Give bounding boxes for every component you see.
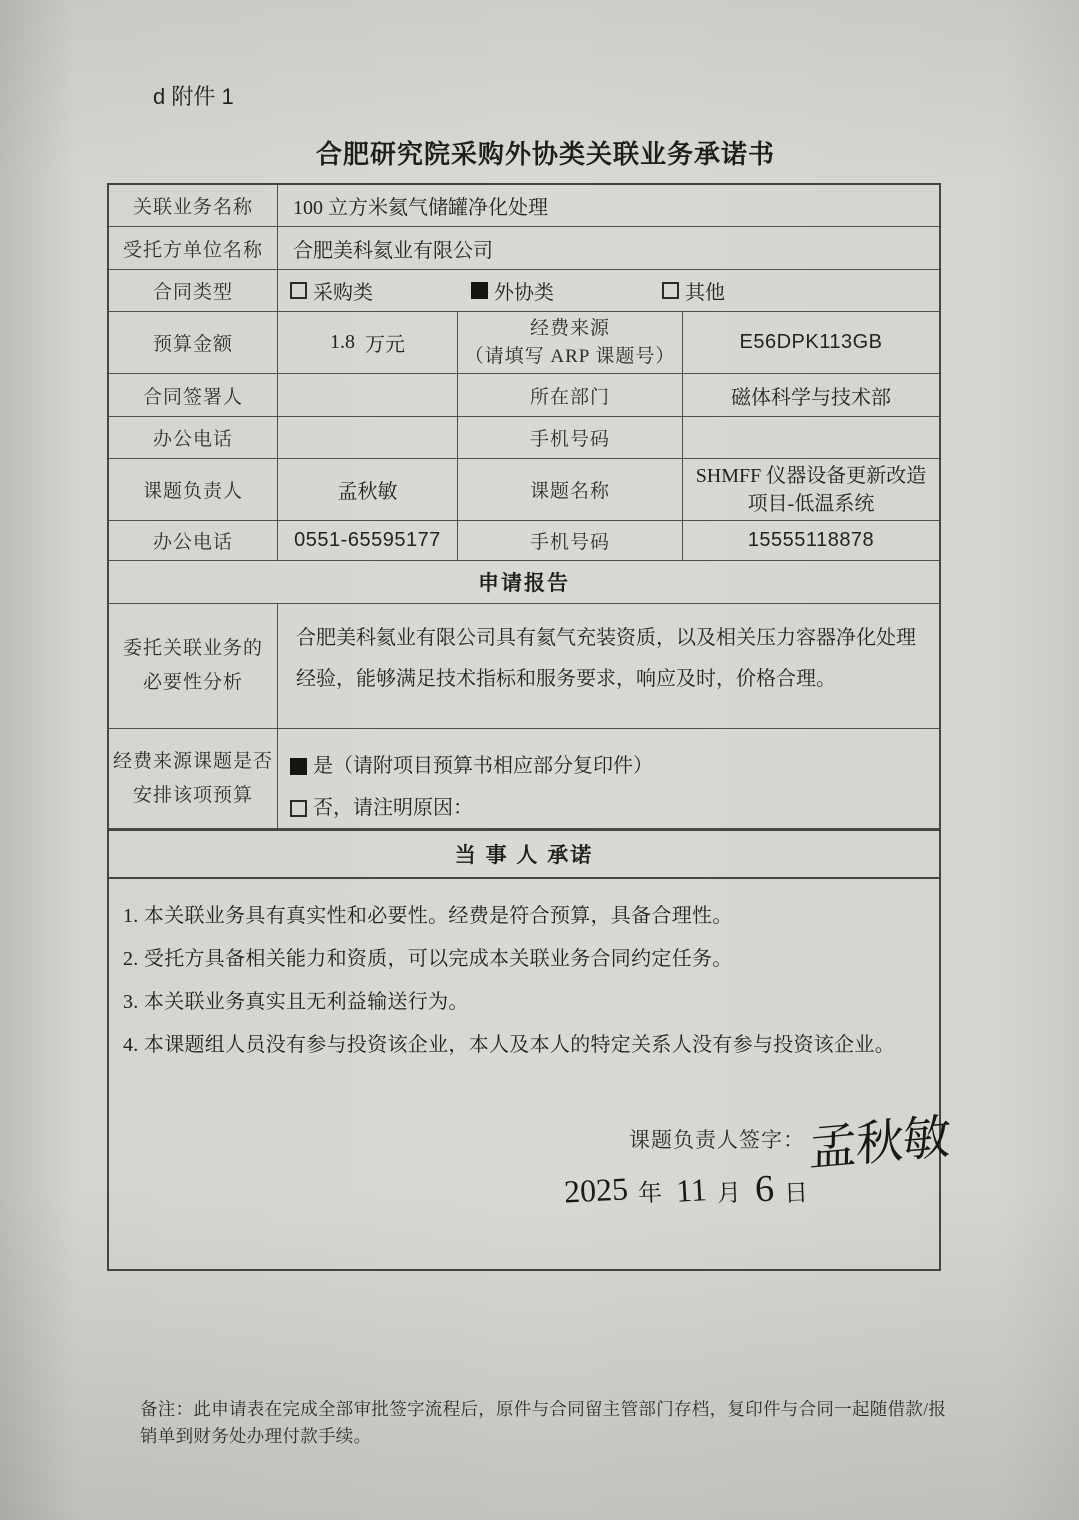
mobile2-label: 手机号码 xyxy=(458,521,683,560)
table-row xyxy=(109,185,939,227)
table-row xyxy=(109,227,939,270)
contract-type-label: 合同类型 xyxy=(109,270,278,311)
table-row xyxy=(109,270,939,312)
table-row xyxy=(109,604,939,729)
commitment-item: 3. 本关联业务真实且无利益输送行为。 xyxy=(123,991,469,1013)
table-row xyxy=(109,521,939,561)
table-row xyxy=(109,879,951,1269)
checkbox-checked-icon xyxy=(290,758,307,775)
funding-source-value: E56DPK113GB xyxy=(739,331,883,353)
attachment-label: d 附件 1 xyxy=(153,84,234,109)
commitment-item: 2. 受托方具备相关能力和资质，可以完成本关联业务合同约定任务。 xyxy=(123,948,733,970)
necessity-label: 委托关联业务的必要性分析 xyxy=(109,604,278,728)
department-label: 所在部门 xyxy=(458,374,683,416)
budget-arranged-options xyxy=(278,729,939,828)
budget-unit: 万元 xyxy=(365,334,405,356)
trustee-unit-label: 受托方单位名称 xyxy=(109,227,278,269)
checkbox-checked-icon xyxy=(471,282,488,299)
related-business-label: 关联业务名称 xyxy=(109,185,278,226)
project-leader-label: 课题负责人 xyxy=(109,459,278,520)
option-label: 外协类 xyxy=(494,282,554,304)
necessity-value: 合肥美科氦业有限公司具有氦气充装资质，以及相关压力容器净化处理经验，能够满足技术指标和服务要求，响应及时，价格合理。 xyxy=(296,627,916,690)
handwritten-signature: 孟秋敏 xyxy=(808,1110,951,1177)
commitment-list xyxy=(123,895,925,1067)
checkbox-unchecked-icon xyxy=(290,282,307,299)
option-label: 采购类 xyxy=(313,282,373,304)
page-title: 合肥研究院采购外协类关联业务承诺书 xyxy=(315,139,775,169)
checkbox-unchecked-icon xyxy=(290,800,307,817)
related-business-value: 100 立方米氦气储罐净化处理 xyxy=(293,197,548,219)
project-name-label: 课题名称 xyxy=(458,459,683,520)
table-row xyxy=(109,729,939,829)
contract-type-options xyxy=(278,270,939,311)
office-phone-value xyxy=(278,417,458,458)
commitment-item: 4. 本课题组人员没有参与投资该企业，本人及本人的特定关系人没有参与投资该企业。 xyxy=(123,1034,895,1056)
contract-signer-value xyxy=(278,374,458,416)
footer-note: 备注：此申请表在完成全部审批签字流程后，原件与合同留主管部门存档，复印件与合同一起随借款/报销单到财务处办理付款手续。 xyxy=(140,1399,947,1446)
commitment-item: 1. 本关联业务具有真实性和必要性。经费是符合预算，具备合理性。 xyxy=(123,905,733,927)
table-row xyxy=(109,417,939,459)
mobile2-value: 15555118878 xyxy=(747,529,875,551)
option-label: 其他 xyxy=(685,282,725,304)
department-value: 磁体科学与技术部 xyxy=(731,386,891,409)
project-leader-value: 孟秋敏 xyxy=(278,459,458,520)
option-no: 否，请注明原因： xyxy=(290,787,473,829)
application-report-header: 申请报告 xyxy=(478,572,570,595)
budget-amount: 1.8 xyxy=(330,331,355,353)
signature-label: 课题负责人签字： xyxy=(629,1127,805,1152)
mobile-value xyxy=(683,417,939,458)
option-outsourcing xyxy=(471,276,554,305)
option-other xyxy=(662,276,725,305)
option-purchase xyxy=(290,276,373,305)
commitment-form-table xyxy=(107,183,951,1271)
contract-signer-label: 合同签署人 xyxy=(109,374,278,416)
office-phone-label: 办公电话 xyxy=(109,417,278,458)
table-row xyxy=(109,561,939,604)
mobile-label: 手机号码 xyxy=(458,417,683,458)
trustee-unit-value: 合肥美科氦业有限公司 xyxy=(293,239,493,262)
table-row xyxy=(109,374,939,417)
office-phone2-value: 0551-65595177 xyxy=(278,521,458,560)
commitment-cell xyxy=(109,879,951,1269)
table-row xyxy=(109,459,939,521)
handwritten-date: 2025 年 11 月 6 日 xyxy=(563,1167,809,1211)
budget-value xyxy=(278,312,458,373)
table-row xyxy=(109,312,939,374)
option-yes: 是（请附项目预算书相应部分复印件） xyxy=(290,745,653,787)
budget-arranged-label: 经费来源课题是否 安排该项预算 xyxy=(109,729,278,828)
office-phone2-label: 办公电话 xyxy=(109,521,278,560)
project-name-value: SHMFF 仪器设备更新改造 项目-低温系统 xyxy=(695,464,927,515)
signature-line xyxy=(629,1104,951,1177)
table-row xyxy=(109,829,939,879)
budget-label: 预算金额 xyxy=(109,312,278,373)
party-commitment-header: 当 事 人 承诺 xyxy=(454,844,594,867)
checkbox-unchecked-icon xyxy=(662,282,679,299)
funding-source-label: 经费来源 （请填写 ARP 课题号） xyxy=(458,312,683,373)
